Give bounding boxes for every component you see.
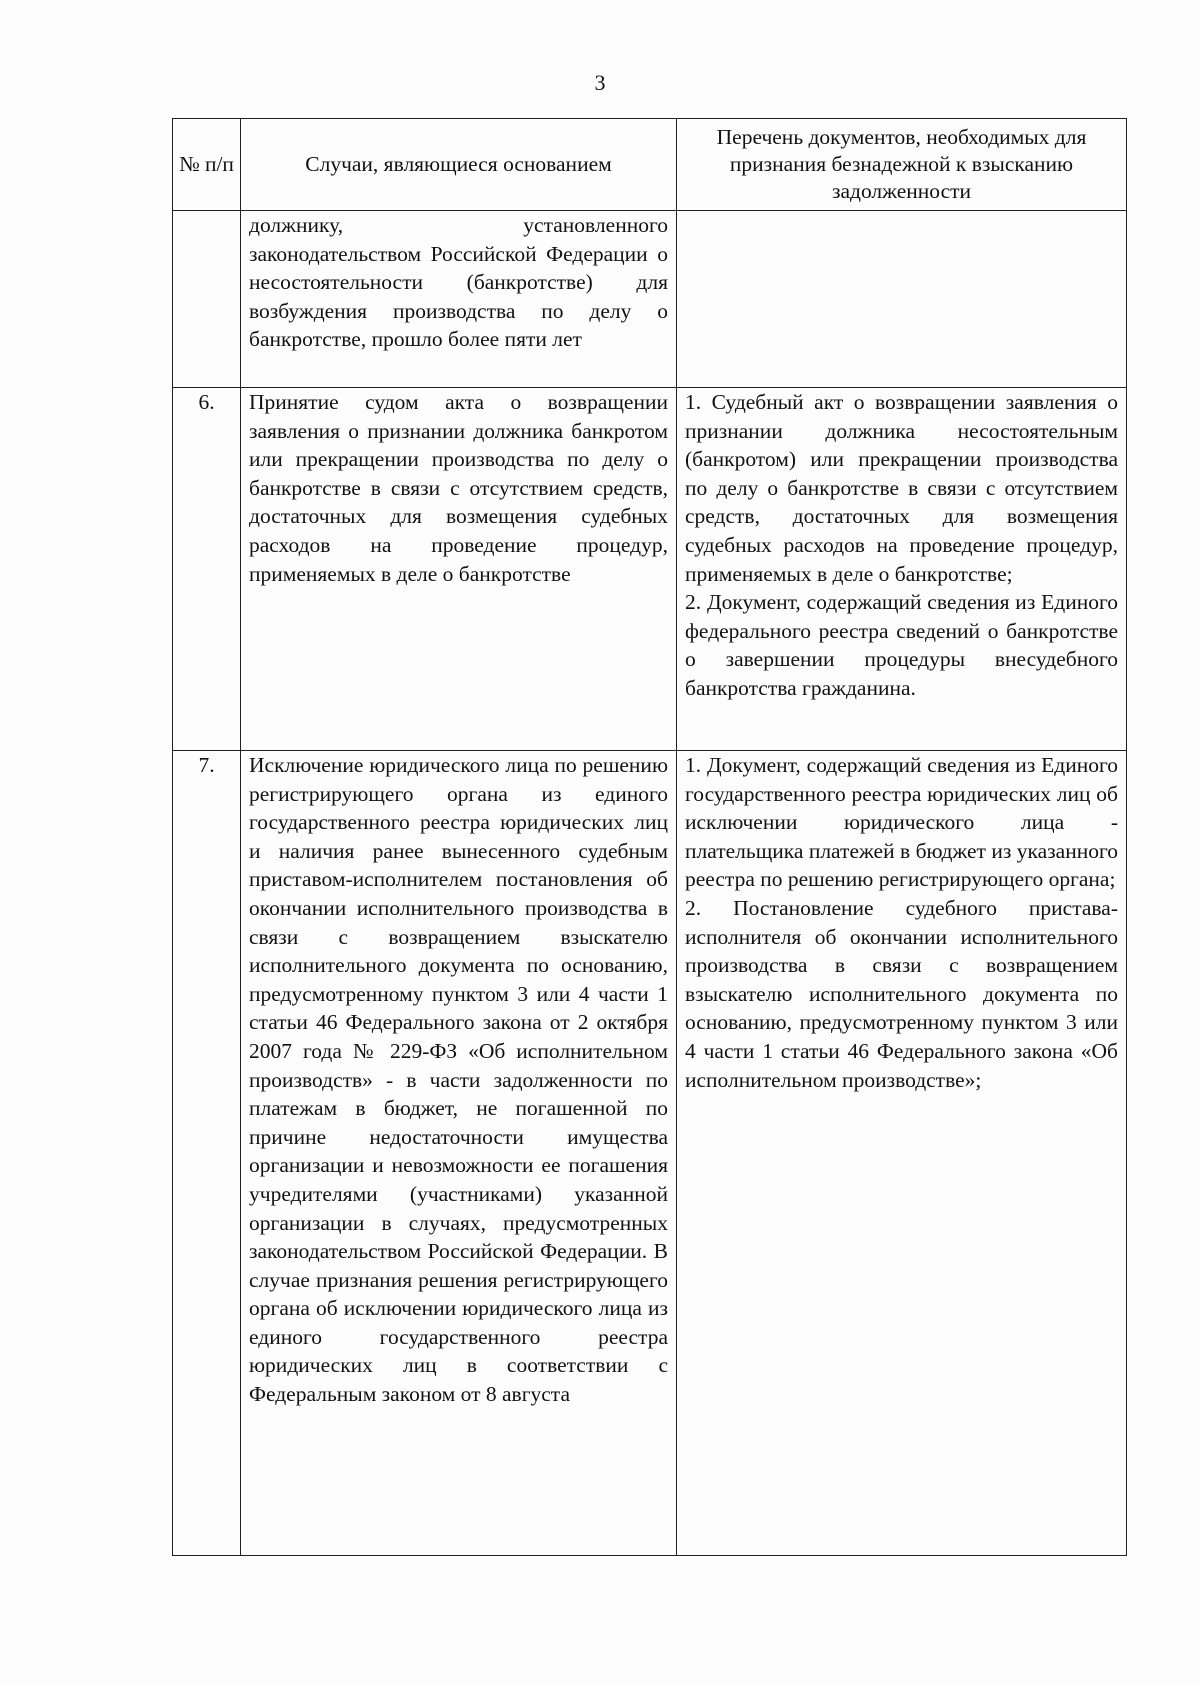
document-item: 1. Документ, содержащий сведения из Единого государственного реестра юридических лиц об исключении юридического лица - плательщика платежей в бюджет из указанного реестра по решению регистрирующего органа; (685, 753, 1118, 892)
row-documents (677, 211, 1127, 388)
document-item: 1. Судебный акт о возвращении заявления о признании должника несостоятельным (банкротом) или прекращении производства по делу о банкротстве в связи с отсутствием средств, достаточных для возмещения судебных расходов на проведение процедур, применяемых в деле о банкротстве; (685, 390, 1118, 586)
row-number (173, 211, 241, 388)
header-cases: Случаи, являющиеся основанием (241, 119, 677, 211)
header-documents: Перечень документов, необходимых для признания безнадежной к взысканию задолженности (677, 119, 1127, 211)
row-documents (677, 751, 1127, 1556)
table-row (173, 388, 1127, 751)
row-cases: Принятие судом акта о возвращении заявления о признании должника банкротом или прекращении производства по делу о банкротстве в связи с отсутствием средств, достаточных для возмещения судебных расходов на проведение процедур, применяемых в деле о банкротстве (241, 388, 677, 751)
documents-table (172, 118, 1127, 1556)
document-item: 2. Постановление судебного пристава-исполнителя об окончании исполнительного производства в связи с возвращением взыскателю исполнительного документа по основанию, предусмотренному пунктом 3 или 4 части 1 статьи 46 Федерального закона «Об исполнительном производстве»; (685, 895, 1118, 1092)
table-row (173, 211, 1127, 388)
table-row (173, 751, 1127, 1556)
row-documents (677, 388, 1127, 751)
page-number: 3 (594, 70, 606, 95)
row-number: 7. (173, 751, 241, 1556)
document-item: 2. Документ, содержащий сведения из Единого федерального реестра сведений о банкротстве о завершении процедуры внесудебного банкротства гражданина. (685, 590, 1118, 700)
row-cases: должнику, установленного законодательством Российской Федерации о несостоятельности (банкротстве) для возбуждения производства по делу о банкротстве, прошло более пяти лет (241, 211, 677, 388)
row-cases: Исключение юридического лица по решению регистрирующего органа из единого государственного реестра юридических лиц и наличия ранее вынесенного судебным приставом-исполнителем постановления об окончании исполнительного производства в связи с возвращением взыскателю исполнительного документа по основанию, предусмотренному пунктом 3 или 4 части 1 статьи 46 Федерального закона от 2 октября 2007 года № 229-ФЗ «Об исполнительном производств» - в части задолженности по платежам в бюджет, не погашенной по причине недостаточности имущества организации и невозможности ее погашения учредителями (участниками) указанной организации в случаях, предусмотренных законодательством Российской Федерации. В случае признания решения регистрирующего органа об исключении юридического лица из единого государственного реестра юридических лиц в соответствии с Федеральным законом от 8 августа (241, 751, 677, 1556)
table-header-row (173, 119, 1127, 211)
header-num: № п/п (173, 119, 241, 211)
row-number: 6. (173, 388, 241, 751)
